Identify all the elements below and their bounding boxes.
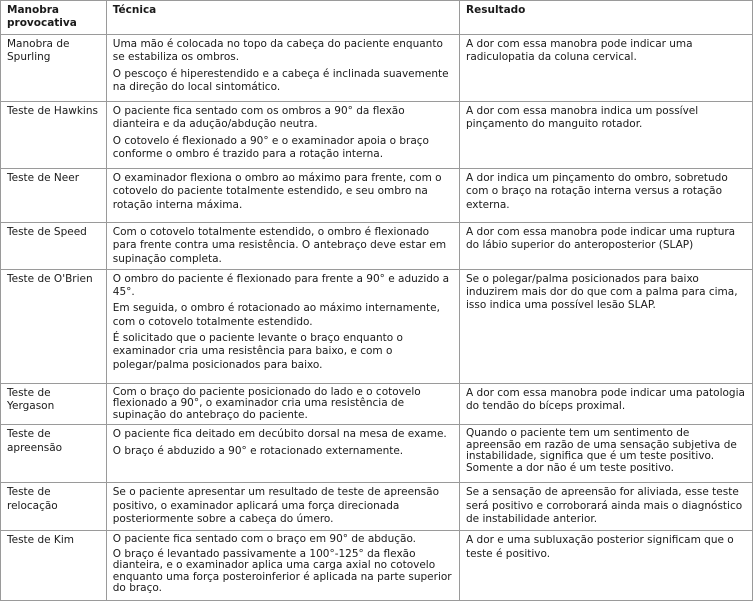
- header-row: [1, 1, 753, 35]
- header-maneuver: Manobra provocativa: [1, 1, 107, 35]
- technique-paragraph: Uma mão é colocada no topo da cabeça do paciente enquanto se estabiliza os ombros.: [112, 38, 443, 64]
- table-row: [1, 169, 753, 223]
- result-cell: A dor e uma subluxação posterior significam que o teste é positivo.: [460, 531, 753, 601]
- result-cell: Se o polegar/palma posicionados para baixo induzirem mais dor do que com a palma para cima, isso indica uma possível lesão SLAP.: [460, 269, 753, 383]
- header-technique: Técnica: [106, 1, 459, 35]
- table-row: [1, 383, 753, 425]
- result-cell: A dor com essa manobra pode indicar uma ruptura do lábio superior do anteroposterior (SLAP): [460, 223, 753, 270]
- technique-paragraph: O paciente fica sentado com o braço em 90° de abdução.: [112, 533, 417, 546]
- technique-paragraph: Em seguida, o ombro é rotacionado ao máximo internamente, com o cotovelo totalmente estendido.: [112, 302, 440, 328]
- technique-paragraph: O paciente fica sentado com os ombros a 90° da flexão dianteira e da adução/abdução neutra.: [112, 105, 405, 131]
- maneuver-cell: Teste de Hawkins: [1, 102, 107, 169]
- maneuver-cell: Teste de apreensão: [1, 425, 107, 483]
- technique-paragraph: Com o cotovelo totalmente estendido, o ombro é flexionado para frente contra uma resistência. O antebraço deve estar em supinação completa.: [112, 226, 447, 265]
- technique-cell: [106, 102, 459, 169]
- technique-cell: [106, 531, 459, 601]
- table-row: [1, 425, 753, 483]
- table-row: [1, 223, 753, 270]
- technique-cell: [106, 425, 459, 483]
- technique-paragraph: O paciente fica deitado em decúbito dorsal na mesa de exame.: [112, 428, 447, 441]
- table-row: [1, 35, 753, 102]
- maneuver-cell: Teste de relocação: [1, 483, 107, 531]
- table-row: [1, 483, 753, 531]
- technique-paragraph: O braço é levantado passivamente a 100°-125° da flexão dianteira, e o examinador aplica uma carga axial no cotovelo enquanto uma força posteroinferior é aplicada na parte superior do braço.: [112, 547, 452, 595]
- table-row: [1, 269, 753, 383]
- result-cell: A dor com essa manobra pode indicar uma radiculopatia da coluna cervical.: [460, 35, 753, 102]
- maneuver-cell: Teste de O'Brien: [1, 269, 107, 383]
- technique-paragraph: É solicitado que o paciente levante o braço enquanto o examinador cria uma resistência para baixo, e com o polegar/palma posicionados para baixo.: [112, 332, 403, 371]
- result-cell: Quando o paciente tem um sentimento de apreensão em razão de uma sensação subjetiva de instabilidade, significa que é um teste positivo. Somente a dor não é um teste positivo.: [460, 425, 753, 483]
- maneuver-cell: Manobra de Spurling: [1, 35, 107, 102]
- technique-cell: [106, 223, 459, 270]
- maneuver-cell: Teste de Yergason: [1, 383, 107, 425]
- result-cell: A dor indica um pinçamento do ombro, sobretudo com o braço na rotação interna versus a rotação externa.: [460, 169, 753, 223]
- result-cell: A dor com essa manobra indica um possível pinçamento do manguito rotador.: [460, 102, 753, 169]
- table-row: [1, 531, 753, 601]
- technique-cell: [106, 35, 459, 102]
- technique-paragraph: Se o paciente apresentar um resultado de teste de apreensão positivo, o examinador aplicará uma força direcionada posteriormente sobre a cabeça do úmero.: [112, 486, 440, 525]
- table-row: [1, 102, 753, 169]
- maneuver-cell: Teste de Neer: [1, 169, 107, 223]
- technique-paragraph: Com o braço do paciente posicionado do lado e o cotovelo flexionado a 90°, o examinador cria uma resistência de supinação do antebraço do paciente.: [112, 385, 421, 421]
- technique-cell: [106, 483, 459, 531]
- technique-paragraph: O cotovelo é flexionado a 90° e o examinador apoia o braço conforme o ombro é trazido para a rotação interna.: [112, 134, 429, 160]
- technique-cell: [106, 383, 459, 425]
- maneuver-cell: Teste de Kim: [1, 531, 107, 601]
- technique-paragraph: O examinador flexiona o ombro ao máximo para frente, com o cotovelo do paciente totalmente estendido, e seu ombro na rotação interna máxima.: [112, 172, 442, 211]
- technique-cell: [106, 269, 459, 383]
- technique-cell: [106, 169, 459, 223]
- result-cell: A dor com essa manobra pode indicar uma patologia do tendão do bíceps proximal.: [460, 383, 753, 425]
- technique-paragraph: O pescoço é hiperestendido e a cabeça é inclinada suavemente na direção do local sintomático.: [112, 67, 449, 93]
- maneuver-cell: Teste de Speed: [1, 223, 107, 270]
- header-result: Resultado: [460, 1, 753, 35]
- technique-paragraph: O braço é abduzido a 90° e rotacionado externamente.: [112, 444, 404, 457]
- result-cell: Se a sensação de apreensão for aliviada, esse teste será positivo e corroborará ainda mais o diagnóstico de instabilidade anterior.: [460, 483, 753, 531]
- technique-paragraph: O ombro do paciente é flexionado para frente a 90° e aduzido a 45°.: [112, 272, 450, 299]
